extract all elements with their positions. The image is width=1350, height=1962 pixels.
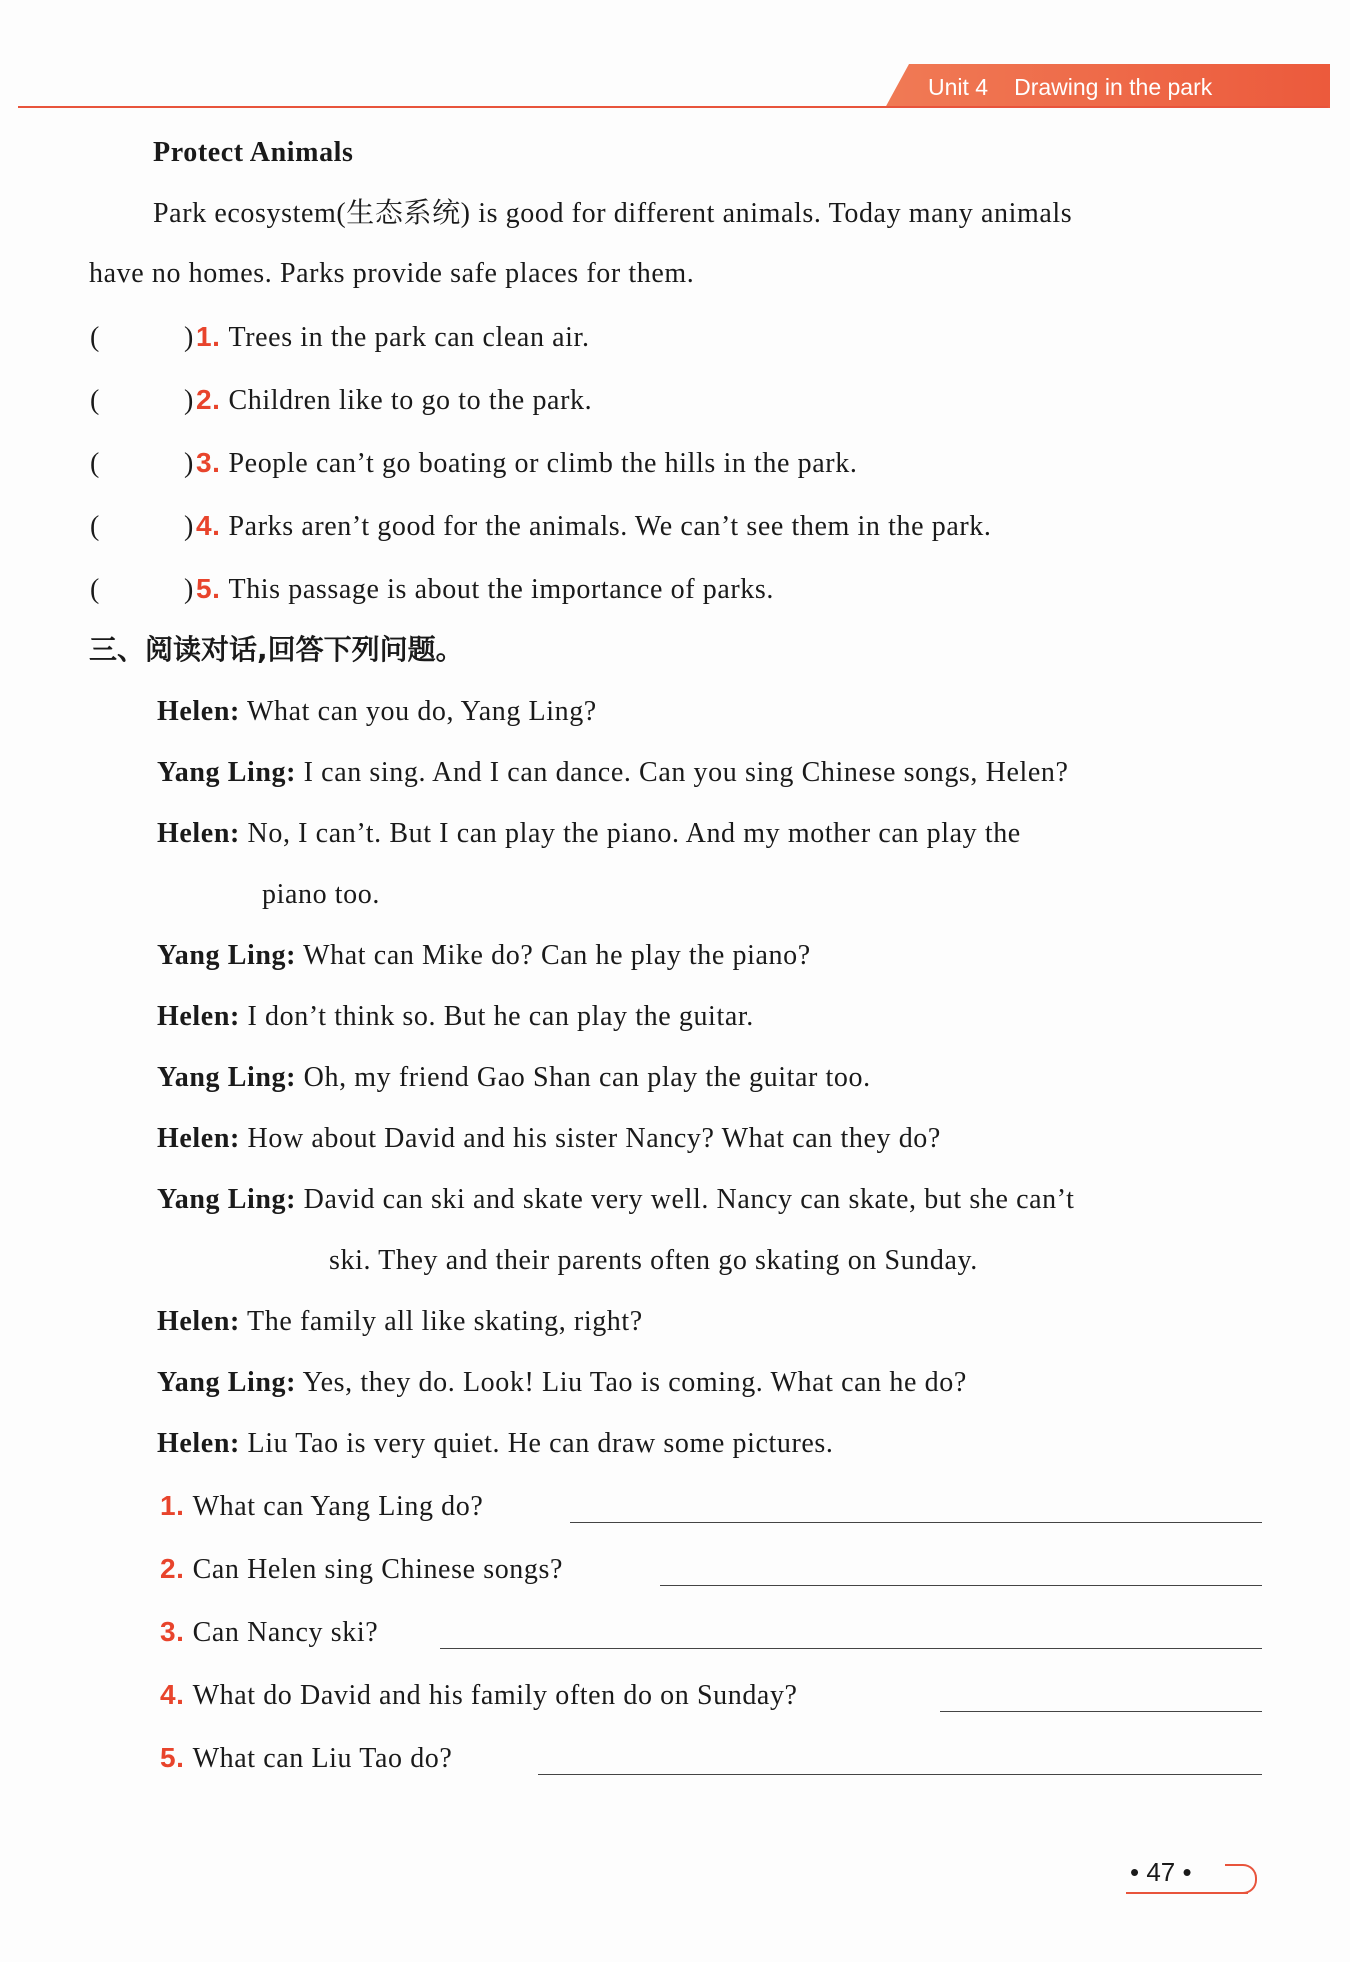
- dialogue-text: David can ski and skate very well. Nancy can skate, but she can’t: [303, 1184, 1075, 1215]
- dialogue-text: I can sing. And I can dance. Can you sing Chinese songs, Helen?: [303, 757, 1069, 788]
- question-item: [160, 1549, 563, 1590]
- judge-item: [90, 443, 857, 484]
- unit-header: [928, 72, 1212, 102]
- dialogue-text: Liu Tao is very quiet. He can draw some pictures.: [247, 1428, 834, 1459]
- speaker-name: Helen:: [157, 1123, 240, 1154]
- answer-paren-close: ): [184, 385, 194, 416]
- dialogue-line: [157, 1119, 941, 1159]
- section-title: 三、阅读对话,回答下列问题。: [89, 633, 464, 666]
- item-number: 5.: [195, 573, 221, 604]
- unit-title: Drawing in the park: [1014, 74, 1213, 100]
- dialogue-line: [157, 753, 1069, 793]
- header-rule: [18, 106, 1328, 108]
- item-number: 1.: [195, 321, 221, 352]
- answer-paren-close: ): [184, 574, 194, 605]
- dialogue-text: The family all like skating, right?: [247, 1306, 643, 1337]
- speaker-name: Helen:: [157, 818, 240, 849]
- dialogue-text: I don’t think so. But he can play the guitar.: [247, 1001, 754, 1032]
- question-number: 5.: [160, 1742, 185, 1773]
- dialogue-text: Yes, they do. Look! Liu Tao is coming. What can he do?: [302, 1367, 967, 1398]
- speaker-name: Helen:: [157, 1001, 240, 1032]
- judge-item: [90, 569, 774, 610]
- item-text: Children like to go to the park.: [228, 385, 593, 416]
- dialogue-text: Oh, my friend Gao Shan can play the guitar too.: [303, 1062, 871, 1093]
- answer-line[interactable]: [440, 1648, 1262, 1649]
- answer-line[interactable]: [940, 1711, 1262, 1712]
- speaker-name: Yang Ling:: [157, 1062, 297, 1093]
- passage-line-2: have no homes. Parks provide safe places for them.: [89, 258, 695, 289]
- question-number: 4.: [160, 1679, 185, 1710]
- dialogue-text: No, I can’t. But I can play the piano. And my mother can play the: [247, 818, 1021, 849]
- item-text: Parks aren’t good for the animals. We can’t see them in the park.: [228, 511, 992, 542]
- dialogue-line: [157, 936, 811, 976]
- speaker-name: Yang Ling:: [157, 1184, 297, 1215]
- answer-paren-open: (: [90, 574, 100, 605]
- question-item: [160, 1738, 452, 1779]
- dialogue-continuation: piano too.: [262, 879, 380, 910]
- answer-paren-close: ): [184, 511, 194, 542]
- answer-paren-open: (: [90, 385, 100, 416]
- question-text: Can Nancy ski?: [192, 1617, 379, 1648]
- passage-title: Protect Animals: [153, 137, 354, 168]
- dialogue-continuation: ski. They and their parents often go skating on Sunday.: [329, 1245, 978, 1276]
- item-text: Trees in the park can clean air.: [228, 322, 590, 353]
- item-text: People can’t go boating or climb the hills in the park.: [228, 448, 858, 479]
- judge-item: [90, 317, 590, 358]
- answer-paren-close: ): [184, 448, 194, 479]
- speaker-name: Yang Ling:: [157, 1367, 297, 1398]
- dialogue-line: [157, 692, 597, 732]
- question-item: [160, 1486, 483, 1527]
- dialogue-line: [157, 1058, 871, 1098]
- answer-line[interactable]: [538, 1774, 1262, 1775]
- judge-item: [90, 380, 592, 421]
- question-text: What can Yang Ling do?: [192, 1491, 484, 1522]
- item-number: 2.: [195, 384, 221, 415]
- answer-paren-open: (: [90, 322, 100, 353]
- dialogue-line: [157, 1424, 834, 1464]
- page-curl-icon: [1225, 1864, 1257, 1894]
- dialogue-line: [157, 1363, 967, 1403]
- dialogue-line: [157, 814, 1021, 854]
- speaker-name: Helen:: [157, 1306, 240, 1337]
- answer-paren-close: ): [184, 322, 194, 353]
- dialogue-line: [157, 1302, 643, 1342]
- unit-label: Unit 4: [928, 74, 989, 100]
- dialogue-line: [157, 1180, 1075, 1220]
- page-number: • 47 •: [1130, 1857, 1192, 1887]
- answer-paren-open: (: [90, 511, 100, 542]
- speaker-name: Helen:: [157, 1428, 240, 1459]
- dialogue-line: [157, 997, 754, 1037]
- question-number: 2.: [160, 1553, 185, 1584]
- question-text: What can Liu Tao do?: [192, 1743, 453, 1774]
- question-text: What do David and his family often do on Sunday?: [192, 1680, 798, 1711]
- speaker-name: Yang Ling:: [157, 940, 297, 971]
- dialogue-text: How about David and his sister Nancy? What can they do?: [247, 1123, 941, 1154]
- question-item: [160, 1612, 378, 1653]
- dialogue-text: What can you do, Yang Ling?: [247, 696, 597, 727]
- question-item: [160, 1675, 798, 1716]
- answer-line[interactable]: [660, 1585, 1262, 1586]
- passage-line-1: Park ecosystem(生态系统) is good for different animals. Today many animals: [153, 198, 1073, 229]
- question-number: 1.: [160, 1490, 185, 1521]
- answer-line[interactable]: [570, 1522, 1262, 1523]
- speaker-name: Helen:: [157, 696, 240, 727]
- item-text: This passage is about the importance of parks.: [228, 574, 774, 605]
- question-number: 3.: [160, 1616, 185, 1647]
- item-number: 3.: [195, 447, 221, 478]
- judge-item: [90, 506, 991, 547]
- speaker-name: Yang Ling:: [157, 757, 297, 788]
- answer-paren-open: (: [90, 448, 100, 479]
- dialogue-text: What can Mike do? Can he play the piano?: [303, 940, 811, 971]
- question-text: Can Helen sing Chinese songs?: [192, 1554, 564, 1585]
- item-number: 4.: [195, 510, 221, 541]
